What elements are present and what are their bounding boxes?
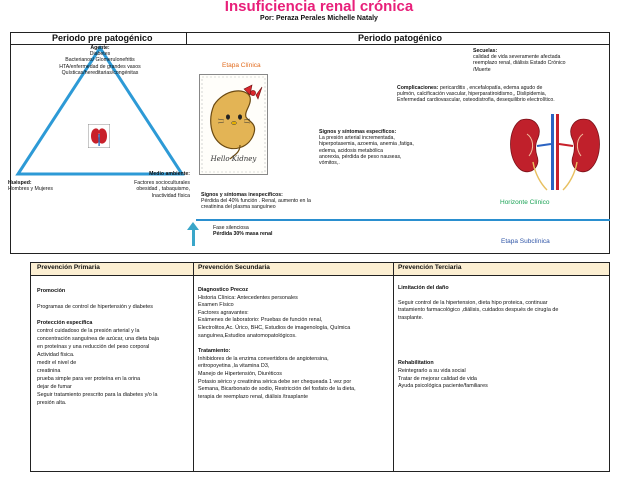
rehab-line: Reintegrarlo a su vida social [398, 367, 466, 374]
complicaciones-label: Complicaciones: [397, 85, 439, 91]
secuelas-line: reemplazo renal, diálisis Estado Crónico [473, 60, 566, 67]
bow-center [250, 90, 255, 95]
medio-line: Factores socioculturales [134, 180, 190, 187]
medio-line: Inactividad física [151, 192, 190, 199]
diagnostico-line: Historia Clínica: Antecedentes personales [198, 294, 298, 301]
signos-inespecificos-line: creatinina del plasma sanguíneo [201, 204, 276, 211]
promocion-label: Promoción [37, 288, 66, 294]
vena-cava [551, 114, 554, 190]
prevention-col-divider-1 [193, 262, 194, 472]
proteccion-especifica-label: Protección específica [37, 320, 93, 326]
prevencion-terciaria-content [398, 285, 608, 391]
rehab-line: Ayuda psicológica paciente/familiares [398, 383, 488, 390]
huesped-text: Hombres y Mujeres [8, 186, 53, 193]
secuelas-block [473, 48, 593, 73]
prevention-col-divider-2 [393, 262, 394, 472]
clinical-horizon-line [196, 219, 610, 221]
kidney-picture-icon [88, 124, 110, 148]
secuelas-line: /Muerte [473, 66, 491, 73]
agente-line: HTA/enfermedad de grandes vasos [59, 63, 141, 70]
agente-label: Agente: [90, 45, 110, 51]
diagnostico-line: Exámenes de laboratorio: Pruebas de función renal, [198, 317, 323, 324]
tratamiento-line: Manejo de Hipertensión, Diuréticos [198, 370, 282, 377]
prevention-header-divider [30, 275, 610, 276]
complicaciones-line: pulmón, calcificación vascular, hiperparatiroidismo,, Dislipidemia, [397, 91, 547, 98]
prevencion-primaria-header: Prevención Primaria [37, 264, 100, 271]
proteccion-line: en proteínas y una reducción del peso corporal [37, 344, 150, 350]
proteccion-line: medir el nivel de [37, 360, 77, 366]
diagnostico-line: Examen Físico [198, 302, 234, 309]
prevention-header-row [31, 263, 609, 275]
patogenic-period-label: Periodo patogénico [358, 33, 443, 43]
etapa-clinica-label: Etapa Clínica [222, 62, 261, 69]
page-title: Insuficiencia renal crónica [224, 0, 414, 15]
signos-especificos-line: edema, acidosis metabólica [319, 147, 384, 154]
tratamiento-line: terapia de reemplazo renal, diálisis /trasplante [198, 393, 308, 400]
complicaciones-block [397, 85, 607, 104]
huesped-label: Huésped: [8, 180, 32, 186]
huesped-block [8, 180, 68, 192]
limitacion-line: tratamiento farmacológico ,diálisis, cuidados después de cirugía de [398, 307, 559, 314]
complicaciones-line: pericarditis , encefalopatía, edema agudo de [438, 85, 543, 91]
limitacion-line: Seguir control de la hipertension, dieta hipo proteica, continuar [398, 299, 548, 306]
signos-especificos-line: La presión arterial incrementada, [319, 135, 395, 142]
author-line: Por: Peraza Perales Michelle Nataly [260, 15, 378, 22]
prevencion-secundaria-content [198, 287, 391, 401]
tratamiento-line: Semana, Bicarbonato de sodio, Restricción del fosfato de la dieta, [198, 386, 356, 393]
signos-inespecificos-line: Pérdida del 40% función . Renal, aumento en la [201, 198, 311, 205]
rehab-line: Tratar de mejorar calidad de vida [398, 375, 477, 382]
fase-silenciosa-block [213, 225, 313, 237]
etapa-subclinica-label: Etapa Subclínica [501, 238, 550, 245]
aorta [556, 114, 559, 190]
signos-especificos-line: hiperpotasemia, azoemia, anemia ,fatiga, [319, 141, 414, 148]
signos-inespecificos-label: Signos y síntomas inespecíficos: [201, 192, 283, 198]
timeline-arrow-shaft [192, 228, 195, 246]
agente-line: Diabetes [89, 51, 111, 58]
fase-silenciosa-loss: Pérdida 30% masa renal [213, 231, 273, 238]
proteccion-line: creatinina [37, 368, 61, 374]
left-kidney-shape [511, 119, 540, 172]
prepatogenic-period-label: Periodo pre patogénico [52, 33, 153, 43]
proteccion-line: control cuidadoso de la presión arterial y la [37, 328, 140, 334]
proteccion-line: Actividad física. [37, 352, 75, 358]
proteccion-line: dejar de fumar [37, 384, 72, 390]
medio-ambiente-label: Medio ambiente: [149, 171, 190, 177]
signos-especificos-block [319, 129, 479, 166]
diagnostico-line: Factores agravantes: [198, 309, 249, 316]
limitacion-dano-label: Limitación del daño [398, 285, 449, 291]
proteccion-line: presión alta. [37, 400, 67, 406]
medio-line: obesidad , tabaquismo, [136, 186, 190, 193]
complicaciones-line: Enfermedad cardiovascular, osteodistrofia, desequilibrio electrolítico. [397, 97, 555, 104]
tratamiento-line: Potasio sérico y creatinina sérica debe ser chequeada 1 vez por [198, 378, 352, 385]
tratamiento-label: Tratamiento: [198, 348, 231, 355]
proteccion-line: Seguir tratamiento prescrito para la diabetes y/o la [37, 392, 158, 398]
prevencion-secundaria-header: Prevención Secundaria [198, 264, 270, 271]
prevencion-terciaria-header: Prevención Terciaria [398, 264, 462, 271]
horizonte-clinico-label: Horizonte Clínico [500, 199, 550, 206]
proteccion-line: prueba simple para ver proteína en la orina [37, 376, 141, 382]
promocion-text: Programas de control de hipertensión y diabetes [37, 304, 153, 310]
proteccion-line: concentración sanguínea de azúcar, una dieta baja [37, 336, 159, 342]
signos-especificos-label: Signos y síntomas específicos: [319, 129, 397, 135]
kidney-anatomy-illustration [505, 114, 605, 192]
diagnostico-precoz-label: Diagnostico Precoz [198, 287, 249, 293]
kidney-eye-left [226, 114, 230, 119]
kidney-eye-right [238, 114, 242, 119]
medio-ambiente-block [110, 171, 190, 199]
agente-block [57, 45, 143, 76]
right-kidney-shape [571, 119, 600, 172]
signos-especificos-line: anorexia, pérdida de peso nauseas, [319, 153, 402, 160]
limitacion-line: trasplante. [398, 314, 424, 321]
bow-right [256, 87, 262, 99]
period-header-divider [186, 32, 187, 45]
tratamiento-line: eritropoyetina ,la vitamina D3, [198, 363, 270, 370]
diagnostico-line: Electrolitos,Ac. Úrico, BHC, Estudios de imagenología, Química [198, 324, 351, 331]
hello-kidney-caption: Hello Kidney [210, 155, 257, 163]
hello-kidney-illustration [199, 74, 268, 175]
kidney-nose [232, 121, 237, 124]
fase-silenciosa-line: Fase silenciosa [213, 225, 249, 231]
secuelas-line: calidad de vida severamente afectada [473, 54, 561, 61]
rehabilitation-label: Rehabilitation [398, 360, 434, 367]
secuelas-label: Secuelas: [473, 48, 498, 54]
kidney-body-shape [211, 91, 255, 149]
agente-line: Quísticas/hereditarias/congénitas [61, 69, 139, 76]
diagnostico-line: sanguínea,Estudios anatomopatológicos. [198, 332, 297, 339]
agente-line: Bacterianos/ Glomerulonefritis [65, 57, 135, 64]
signos-inespecificos-block [201, 192, 351, 211]
prevencion-primaria-content [37, 287, 191, 407]
signos-especificos-line: vómitos,. [319, 160, 340, 167]
tratamiento-line: Inhibidores de la enzima convertidora de angiotensina, [198, 355, 329, 362]
